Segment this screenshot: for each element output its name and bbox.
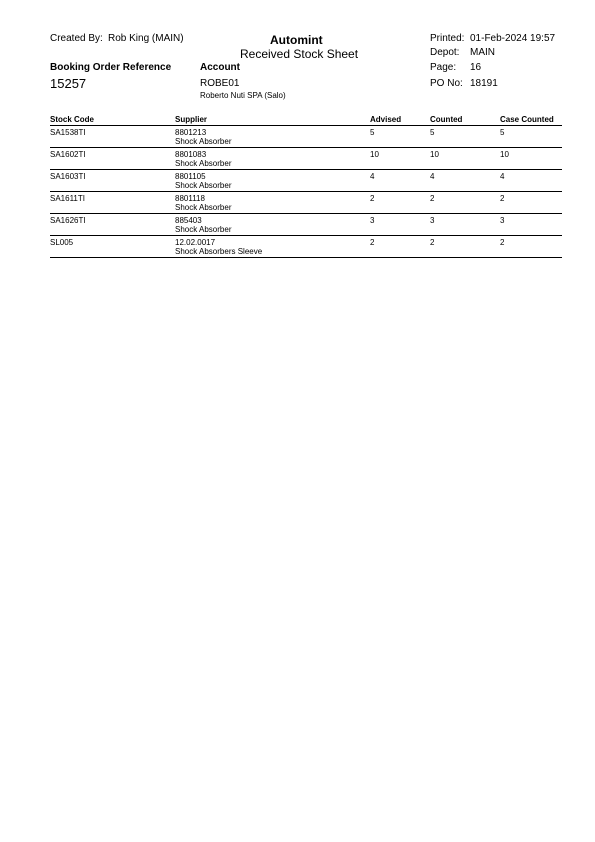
column-header-supplier: Supplier	[175, 115, 208, 124]
document-title: Received Stock Sheet	[240, 47, 359, 61]
description-cell: Shock Absorber	[175, 203, 232, 212]
printed-value: 01-Feb-2024 19:57	[470, 33, 556, 44]
account-name: Roberto Nuti SPA (Salo)	[200, 91, 286, 100]
page-label: Page:	[430, 62, 457, 73]
counted-cell: 3	[430, 216, 435, 225]
supplier-code-cell: 885403	[175, 216, 202, 225]
case-counted-cell: 5	[500, 128, 505, 137]
stock-code-cell: SA1626TI	[50, 216, 86, 225]
counted-cell: 4	[430, 172, 435, 181]
case-counted-cell: 4	[500, 172, 505, 181]
booking-ref-value: 15257	[50, 76, 87, 91]
counted-cell: 10	[430, 150, 439, 159]
stock-code-cell: SA1538TI	[50, 128, 86, 137]
row-divider	[50, 235, 562, 236]
column-header-counted: Counted	[430, 115, 463, 124]
description-cell: Shock Absorber	[175, 137, 232, 146]
depot-value: MAIN	[470, 47, 495, 58]
case-counted-cell: 2	[500, 238, 505, 247]
stock-code-cell: SA1602TI	[50, 150, 86, 159]
row-divider	[50, 257, 562, 258]
counted-cell: 5	[430, 128, 435, 137]
counted-cell: 2	[430, 194, 435, 203]
advised-cell: 3	[370, 216, 375, 225]
po-number: 18191	[470, 78, 498, 89]
depot-label: Depot:	[430, 47, 460, 58]
account-code: ROBE01	[200, 78, 240, 89]
created-by-label: Created By:	[50, 33, 103, 44]
description-cell: Shock Absorber	[175, 159, 232, 168]
stock-code-cell: SA1603TI	[50, 172, 86, 181]
stock-code-cell: SA1611TI	[50, 194, 85, 203]
supplier-code-cell: 8801213	[175, 128, 207, 137]
account-label: Account	[200, 62, 240, 73]
created-by-value: Rob King (MAIN)	[108, 33, 184, 44]
description-cell: Shock Absorber	[175, 181, 232, 190]
case-counted-cell: 10	[500, 150, 509, 159]
description-cell: Shock Absorber	[175, 225, 232, 234]
advised-cell: 10	[370, 150, 379, 159]
advised-cell: 5	[370, 128, 375, 137]
printed-label: Printed:	[430, 33, 465, 44]
row-divider	[50, 191, 562, 192]
case-counted-cell: 3	[500, 216, 505, 225]
stock-code-cell: SL005	[50, 238, 74, 247]
booking-ref-label: Booking Order Reference	[50, 62, 172, 73]
column-header-advised: Advised	[370, 115, 402, 124]
header-divider	[50, 125, 562, 126]
column-header-stock-code: Stock Code	[50, 115, 95, 124]
row-divider	[50, 213, 562, 214]
counted-cell: 2	[430, 238, 435, 247]
row-divider	[50, 147, 562, 148]
advised-cell: 2	[370, 194, 375, 203]
po-label: PO No:	[430, 78, 463, 89]
company-name: Automint	[270, 33, 323, 47]
case-counted-cell: 2	[500, 194, 505, 203]
supplier-code-cell: 12.02.0017	[175, 238, 216, 247]
advised-cell: 4	[370, 172, 375, 181]
supplier-code-cell: 8801083	[175, 150, 207, 159]
row-divider	[50, 169, 562, 170]
column-header-case-counted: Case Counted	[500, 115, 554, 124]
supplier-code-cell: 8801118	[175, 194, 205, 203]
supplier-code-cell: 8801105	[175, 172, 206, 181]
page-number: 16	[470, 62, 482, 73]
advised-cell: 2	[370, 238, 375, 247]
description-cell: Shock Absorbers Sleeve	[175, 247, 263, 256]
